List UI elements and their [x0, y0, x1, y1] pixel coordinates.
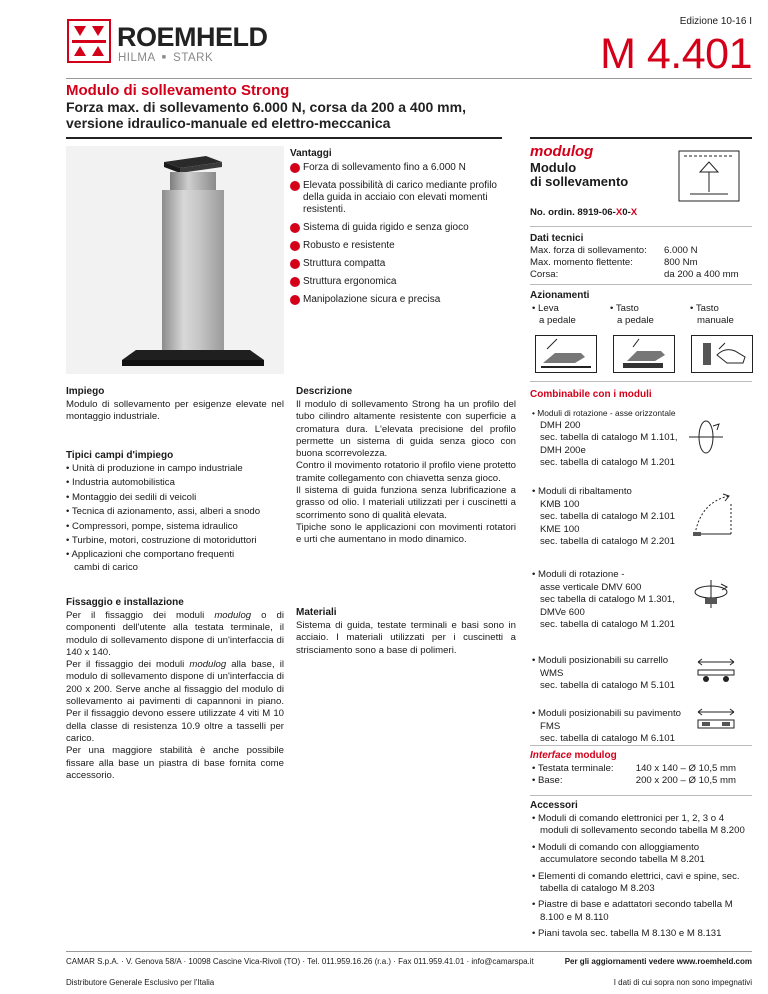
document-code: M 4.401: [600, 30, 752, 78]
brand-sub-sep: ■: [161, 54, 167, 61]
list-item: • Piani tavola sec. tabella M 8.130 e M 8.131: [532, 928, 722, 940]
dati-heading: Dati tecnici: [530, 233, 584, 244]
list-item: • Applicazioni che comportano frequenti cambi di carico: [66, 549, 235, 573]
carriage-icon: [694, 656, 738, 684]
sidebar-divider-2: [530, 284, 752, 285]
tipici-heading: Tipici campi d'impiego: [66, 450, 174, 461]
bullet-dot-icon: [290, 223, 300, 233]
bullet-dot-icon: [290, 163, 300, 173]
footer-distributor: Distributore Generale Esclusivo per l'Italia: [66, 978, 215, 987]
descrizione-p4: Tipiche sono le applicazioni con movimenti rotatori e urti che aumentano in modo dinamico.: [296, 521, 516, 546]
sidebar-modulog: modulog: [530, 143, 594, 160]
rotation-vertical-icon: [691, 578, 731, 610]
impiego-heading: Impiego: [66, 386, 105, 397]
list-item: Struttura compatta: [290, 258, 512, 270]
sidebar-title-line-1: Modulo: [530, 160, 577, 175]
materiali-text: Sistema di guida, testate terminali e basi sono in acciaio. I materiali utilizzati per i cuscinetti a strisciamento sono a base di polimeri.: [296, 620, 516, 656]
product-image: [66, 146, 284, 374]
table-row: Corsa: da 200 a 400 mm: [530, 269, 739, 280]
brand-name: ROEMHELD: [117, 22, 268, 52]
table-row: • Testata terminale: 140 x 140 – Ø 10,5 mm: [532, 763, 736, 774]
azionamento-tasto-manuale: • Tasto manuale: [690, 303, 734, 326]
list-item: • Compressori, pompe, sistema idraulico: [66, 520, 238, 532]
fissaggio-heading: Fissaggio e installazione: [66, 597, 184, 608]
interface-heading: Interface modulog: [530, 750, 617, 761]
edition-label: Edizione 10-16 I: [679, 16, 752, 27]
sidebar-divider-3: [530, 381, 752, 382]
subtitle-line-2: versione idraulico-manuale ed elettro-meccanica: [66, 115, 391, 131]
list-item: • Moduli di comando con alloggiamento accumulatore secondo tabella M 8.201: [532, 841, 705, 866]
fissaggio-p1: Per il fissaggio dei moduli modulog o di componenti dell'utente alla testata terminale, il modulo di sollevamento dispone di un'interfaccia di 140 x 140.: [66, 610, 284, 658]
combo-group-1: • Moduli di rotazione - asse orizzontale DMH 200 sec. tabella di catalogo M 1.101, DMH 200e sec. tabella di catalogo M 1.201: [532, 408, 678, 468]
tilt-icon: [691, 490, 735, 538]
combinabile-heading: Combinabile con i moduli: [530, 389, 652, 400]
rotation-horizontal-icon: [689, 418, 723, 456]
fissaggio-p2: Per il fissaggio dei moduli modulog alla base, il modulo di sollevamento dispone di un'interfaccia di 200 x 200. Serve anche al fissaggio del modulo di sollevamento ai pavimenti di capannoni in piano. Per il fissaggio devono essere utilizzate 4 viti M 10 della classe di resistenza 10.9 oltre a tasselli per carico.: [66, 659, 284, 744]
sidebar-title: [530, 161, 628, 189]
list-item: Robusto e resistente: [290, 240, 512, 252]
list-item: • Unità di produzione in campo industriale: [66, 463, 243, 474]
brand-sub: [118, 52, 213, 64]
combo-group-2: • Moduli di ribaltamento KMB 100 sec. tabella di catalogo M 2.101 KME 100 sec. tabella di catalogo M 2.201: [532, 486, 675, 547]
dati-table: [530, 245, 739, 281]
combo-group-4: • Moduli posizionabili su carrello WMS sec. tabella di catalogo M 5.101: [532, 655, 675, 691]
list-item: • Elementi di comando elettrici, cavi e spine, sec. tabella di catalogo M 8.203: [532, 870, 740, 895]
list-item: • Turbine, motori, costruzione di motoriduttori: [66, 535, 257, 547]
bullet-dot-icon: [290, 181, 300, 191]
floor-module-icon: [694, 708, 738, 734]
list-item: • Industria automobilistica: [66, 477, 175, 489]
bullet-dot-icon: [290, 259, 300, 269]
tipici-list: [66, 463, 284, 576]
materiali-heading: Materiali: [296, 607, 337, 618]
list-item: Elevata possibilità di carico mediante profilo della guida in acciaio con elevati momenti resistenti.: [290, 180, 512, 216]
combo-group-3: • Moduli di rotazione - asse verticale DMV 600 sec tabella di catalogo M 1.301, DMVe 600 sec. tabella di catalogo M 1.201: [532, 569, 675, 630]
fissaggio-text: [66, 610, 284, 782]
combo-group-5: • Moduli posizionabili su pavimento FMS sec. tabella di catalogo M 6.101: [532, 708, 681, 744]
interface-table: [532, 763, 736, 787]
list-item: Struttura ergonomica: [290, 276, 512, 288]
list-item: Sistema di guida rigido e senza gioco: [290, 222, 512, 234]
foot-pedal-icon: [613, 335, 675, 373]
bullet-dot-icon: [290, 241, 300, 251]
title-divider: [66, 137, 502, 139]
vantaggi-list: [290, 162, 512, 312]
foot-lever-icon: [535, 335, 597, 373]
fissaggio-p3: Per una maggiore stabilità è anche possibile fissare alla base un piastra di base fornita come accessorio.: [66, 745, 284, 781]
table-row: Max. momento flettente: 800 Nm: [530, 257, 698, 268]
azionamenti-heading: Azionamenti: [530, 290, 590, 301]
table-row: • Base: 200 x 200 – Ø 10,5 mm: [532, 775, 736, 786]
list-item: • Tecnica di azionamento, assi, alberi a snodo: [66, 506, 261, 518]
logo-mark: [66, 18, 112, 64]
footer-disclaimer: I dati di cui sopra non sono impegnativi: [613, 978, 752, 987]
table-row: Max. forza di sollevamento: 6.000 N: [530, 245, 698, 256]
descrizione-text: [296, 399, 516, 547]
sidebar-divider-5: [530, 795, 752, 796]
accessori-heading: Accessori: [530, 800, 578, 811]
footer-updates: Per gli aggiornamenti vedere www.roemheld.com: [564, 957, 752, 966]
bullet-dot-icon: [290, 295, 300, 305]
list-item: • Montaggio dei sedili di veicoli: [66, 491, 197, 503]
list-item: Forza di sollevamento fino a 6.000 N: [290, 162, 512, 174]
brand-sub-right: STARK: [173, 52, 214, 64]
list-item: Manipolazione sicura e precisa: [290, 294, 512, 306]
page-title: Modulo di sollevamento Strong: [66, 82, 290, 99]
vantaggi-heading: Vantaggi: [290, 148, 332, 159]
sidebar-top-divider: [530, 137, 752, 139]
azionamento-leva: • Leva a pedale: [532, 303, 576, 326]
descrizione-p1: Il modulo di sollevamento Strong ha un profilo del tubo cilindro altamente resistente con superficie a cromatura dura. L'elevata precisione del profilo permette un sistema di guida senza gioco con buona scorrevolezza.: [296, 399, 516, 460]
descrizione-p3: Il sistema di guida funziona senza lubrificazione a grasso od olio. I materiali utilizzati per i cuscinetti a scorrimento sono di qualità elevata.: [296, 485, 516, 521]
hand-button-icon: [691, 335, 753, 373]
page-subtitle: [66, 99, 466, 131]
sidebar-divider-4: [530, 745, 752, 746]
sidebar-divider-1: [530, 226, 752, 227]
list-item: • Moduli di comando elettronici per 1, 2, 3 o 4 moduli di sollevamento secondo tabella M 8.200: [532, 813, 745, 837]
accessori-list: [532, 813, 746, 943]
lift-symbol-icon: [678, 150, 740, 202]
bullet-dot-icon: [290, 277, 300, 287]
list-item: • Piastre di base e adattatori secondo tabella M 8.100 e M 8.110: [532, 899, 733, 923]
descrizione-p2: Contro il movimento rotatorio il profilo viene protetto tramite collegamento con chiavetta senza gioco.: [296, 460, 516, 484]
order-number: No. ordin. 8919-06-X0-X: [530, 207, 638, 218]
brand-sub-left: HILMA: [118, 52, 156, 64]
header-divider: [66, 78, 752, 79]
subtitle-line-1: Forza max. di sollevamento 6.000 N, corsa da 200 a 400 mm,: [66, 99, 466, 115]
footer-address: CAMAR S.p.A. · V. Genova 58/A · 10098 Cascine Vica-Rivoli (TO) · Tel. 011.959.16.26 (r.a.) · Fax 011.959.41.01 · info@camarspa.it: [66, 957, 534, 966]
descrizione-heading: Descrizione: [296, 386, 353, 397]
azionamento-tasto-pedale: • Tasto a pedale: [610, 303, 654, 326]
impiego-text: Modulo di sollevamento per esigenze elevate nel montaggio industriale.: [66, 399, 284, 422]
footer-divider: [66, 951, 752, 952]
sidebar-title-line-2: di sollevamento: [530, 174, 629, 189]
